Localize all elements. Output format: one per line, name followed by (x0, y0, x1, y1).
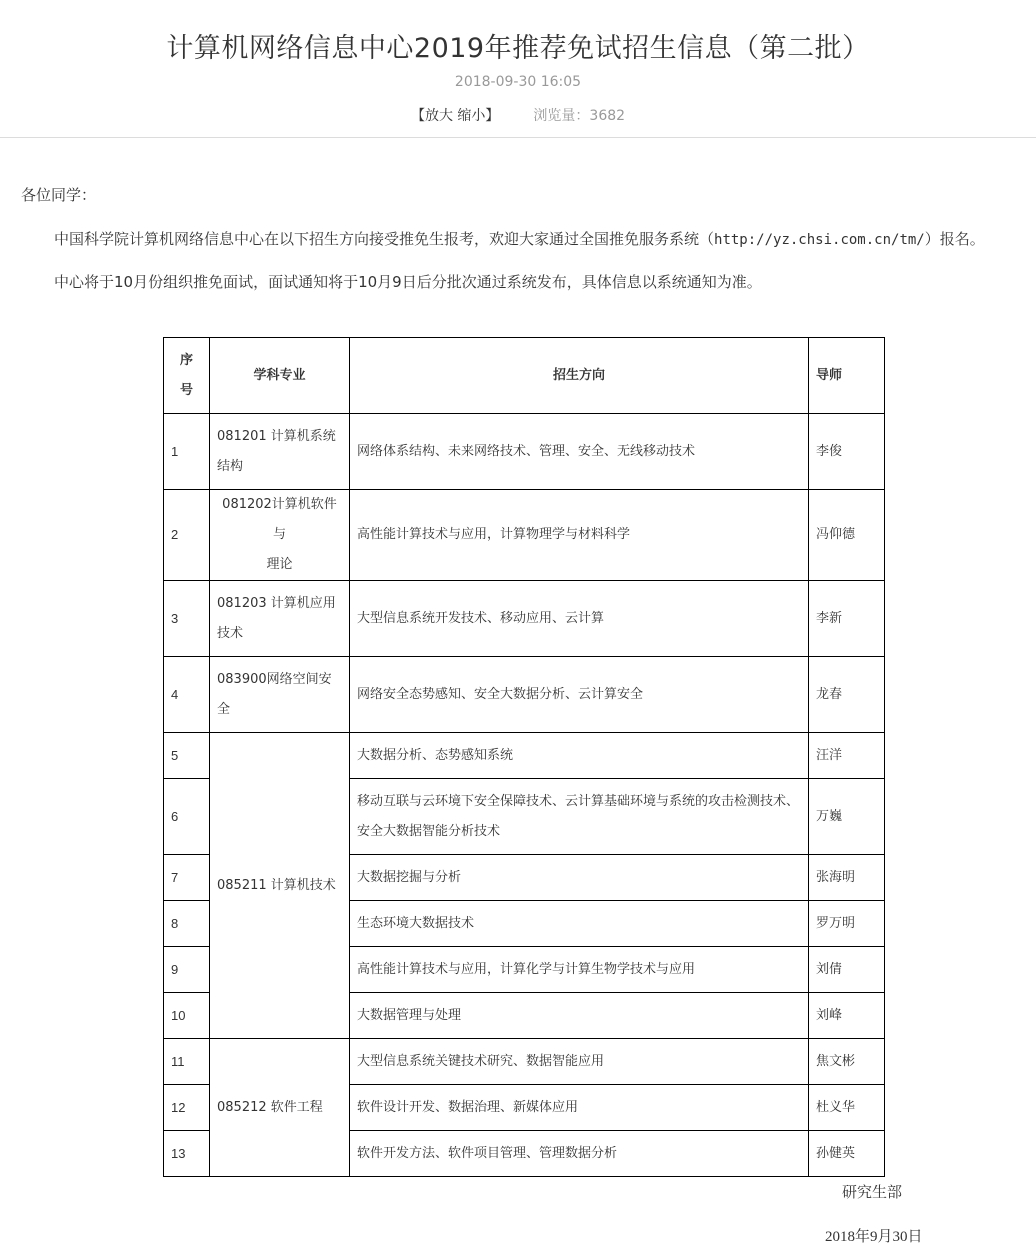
table-header-row (164, 338, 885, 414)
header-major: 学科专业 (210, 338, 350, 414)
row-mentor: 冯仰德 (809, 490, 885, 581)
zoom-controls (411, 108, 499, 124)
interview-paragraph: 中心将于10月份组织推免面试，面试通知将于10月9日后分批次通过系统发布，具体信息以系统通知为准。 (54, 273, 762, 291)
row-major: 083900网络空间安 全 (210, 657, 350, 733)
row-index: 6 (164, 779, 210, 855)
row-mentor: 张海明 (809, 855, 885, 901)
views-label: 浏览量： (533, 108, 590, 124)
row-index: 1 (164, 414, 210, 490)
admission-table (163, 337, 885, 1177)
row-index: 4 (164, 657, 210, 733)
row-mentor: 刘峰 (809, 993, 885, 1039)
row-direction: 大型信息系统关键技术研究、数据智能应用 (350, 1039, 809, 1085)
row-direction: 移动互联与云环境下安全保障技术、云计算基础环境与系统的攻击检测技术、 安全大数据智能分析技术 (350, 779, 809, 855)
header-direction: 招生方向 (350, 338, 809, 414)
table-row (164, 490, 885, 581)
row-mentor: 龙春 (809, 657, 885, 733)
registration-url: http://yz.chsi.com.cn/tm/ (714, 232, 925, 248)
row-index: 3 (164, 581, 210, 657)
row-mentor: 万巍 (809, 779, 885, 855)
views-count: 3682 (589, 108, 626, 124)
row-index: 5 (164, 733, 210, 779)
row-mentor: 汪洋 (809, 733, 885, 779)
row-mentor: 李俊 (809, 414, 885, 490)
row-index: 12 (164, 1085, 210, 1131)
table-row (164, 581, 885, 657)
row-index: 10 (164, 993, 210, 1039)
header-divider (0, 137, 1036, 138)
table-row (164, 733, 885, 779)
row-direction: 网络体系结构、未来网络技术、管理、安全、无线移动技术 (350, 414, 809, 490)
row-direction: 生态环境大数据技术 (350, 901, 809, 947)
zoom-out-link[interactable]: 缩小 (457, 108, 486, 124)
publish-datetime: 2018-09-30 16:05 (454, 74, 582, 90)
table-row (164, 414, 885, 490)
row-direction: 软件开发方法、软件项目管理、管理数据分析 (350, 1131, 809, 1177)
row-mentor: 焦文彬 (809, 1039, 885, 1085)
row-index: 11 (164, 1039, 210, 1085)
row-index: 8 (164, 901, 210, 947)
row-major: 081202计算机软件与 理论 (210, 490, 350, 581)
row-mentor: 刘倩 (809, 947, 885, 993)
row-index: 7 (164, 855, 210, 901)
signature-date: 2018年9月30日 (825, 1229, 923, 1245)
page-title: 计算机网络信息中心2019年推荐免试招生信息（第二批） (166, 33, 870, 64)
row-direction: 高性能计算技术与应用，计算化学与计算生物学技术与应用 (350, 947, 809, 993)
row-mentor: 杜义华 (809, 1085, 885, 1131)
zoom-in-link[interactable]: 放大 (424, 108, 453, 124)
intro-text-before: 中国科学院计算机网络信息中心在以下招生方向接受推免生报考，欢迎大家通过全国推免服务系统（ (54, 230, 715, 248)
row-mentor: 罗万明 (809, 901, 885, 947)
row-major: 085211 计算机技术 (210, 733, 350, 1039)
row-major: 081201 计算机系统 结构 (210, 414, 350, 490)
row-direction: 高性能计算技术与应用，计算物理学与材料科学 (350, 490, 809, 581)
table-row (164, 657, 885, 733)
zoom-bracket-close: 】 (485, 108, 500, 124)
intro-paragraph (54, 228, 985, 249)
row-direction: 大数据挖掘与分析 (350, 855, 809, 901)
row-direction: 网络安全态势感知、安全大数据分析、云计算安全 (350, 657, 809, 733)
row-major: 085212 软件工程 (210, 1039, 350, 1177)
zoom-bracket-open: 【 (410, 108, 425, 124)
row-direction: 大型信息系统开发技术、移动应用、云计算 (350, 581, 809, 657)
row-index: 2 (164, 490, 210, 581)
header-index: 序 号 (164, 338, 210, 414)
row-index: 13 (164, 1131, 210, 1177)
row-major: 081203 计算机应用 技术 (210, 581, 350, 657)
intro-text-after: ）报名。 (924, 230, 985, 248)
row-direction: 软件设计开发、数据治理、新媒体应用 (350, 1085, 809, 1131)
header-mentor: 导师 (809, 338, 885, 414)
signature-department: 研究生部 (842, 1183, 903, 1201)
row-direction: 大数据管理与处理 (350, 993, 809, 1039)
row-direction: 大数据分析、态势感知系统 (350, 733, 809, 779)
row-index: 9 (164, 947, 210, 993)
row-mentor: 孙健英 (809, 1131, 885, 1177)
article-meta (0, 105, 1036, 125)
row-mentor: 李新 (809, 581, 885, 657)
greeting: 各位同学： (21, 186, 97, 204)
table-row (164, 1039, 885, 1085)
